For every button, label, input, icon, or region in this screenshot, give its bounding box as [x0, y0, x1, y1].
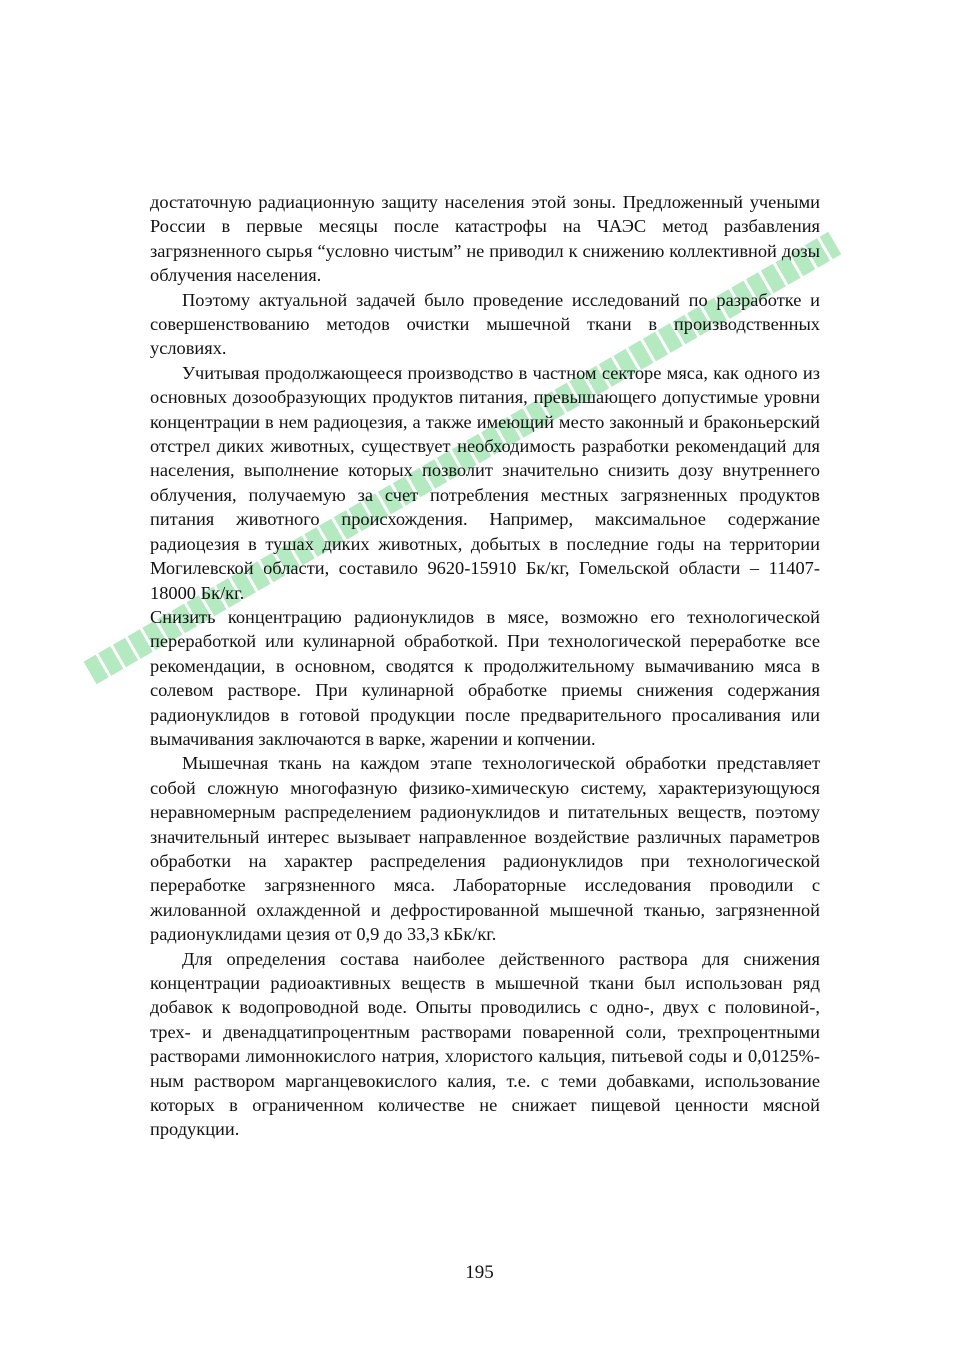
- paragraph-4: Снизить концентрацию радионуклидов в мясе, возможно его технологической переработкой или кулинарной обработкой. При технологической переработке все рекомендации, в основном, сводятся к продолжительному вымачиванию мяса в солевом растворе. При кулинарной обработке приемы снижения содержания радионуклидов в готовой продукции после предварительного просаливания или вымачивания заключаются в варке, жарении и копчении.: [150, 606, 820, 749]
- paragraph-1: достаточную радиационную защиту населения этой зоны. Предложенный учеными России в первые месяцы после катастрофы на ЧАЭС метод разбавления загрязненного сырья “условно чистым” не приводил к снижению коллективной дозы облучения населения.: [150, 192, 820, 286]
- paragraph-5: Мышечная ткань на каждом этапе технологической обработки представляет собой сложную многофазную физико-химическую систему, характеризующуюся неравномерным распределением радионуклидов и питательных веществ, поэтому значительный интерес вызывает направленное воздействие различных параметров обработки на характер распределения радионуклидов при технологической переработке загрязненного мяса. Лабораторные исследования проводили с жилованной охлажденной и дефростированной мышечной тканью, загрязненной радионуклидами цезия от 0,9 до 33,3 кБк/кг.: [150, 753, 820, 945]
- paragraph-6: Для определения состава наиболее действенного раствора для снижения концентрации радиоактивных веществ в мышечной ткани был использован ряд добавок к водопроводной воде. Опыты проводились с одно-, двух с половиной-, трех- и двенадцатипроцентным растворами поваренной соли, трехпроцентными растворами лимоннокислого натрия, хлористого кальция, питьевой соды и 0,0125%-ным раствором марганцевокислого калия, т.е. с теми добавками, использование которых в ограниченном количестве не снижает пищевой ценности мясной продукции.: [150, 948, 820, 1140]
- paragraph-3: Учитывая продолжающееся производство в частном секторе мяса, как одного из основных дозообразующих продуктов питания, превышающего допустимые уровни концентрации в нем радиоцезия, а также имеющий место законный и браконьерский отстрел диких животных, существует необходимость разработки рекомендаций для населения, выполнение которых позволит значительно снизить дозу внутреннего облучения, получаемую за счет потребления местных загрязненных продуктов питания животного происхождения. Например, максимальное содержание радиоцезия в тушах диких животных, добытых в последние годы на территории Могилевской области, составило 9620-15910 Бк/кг, Гомельской области – 11407-18000 Бк/кг.: [150, 362, 820, 603]
- paragraph-2: Поэтому актуальной задачей было проведение исследований по разработке и совершенствованию методов очистки мышечной ткани в производственных условиях.: [150, 289, 820, 359]
- body-text: [150, 190, 820, 1142]
- page-number: 195: [465, 1262, 494, 1283]
